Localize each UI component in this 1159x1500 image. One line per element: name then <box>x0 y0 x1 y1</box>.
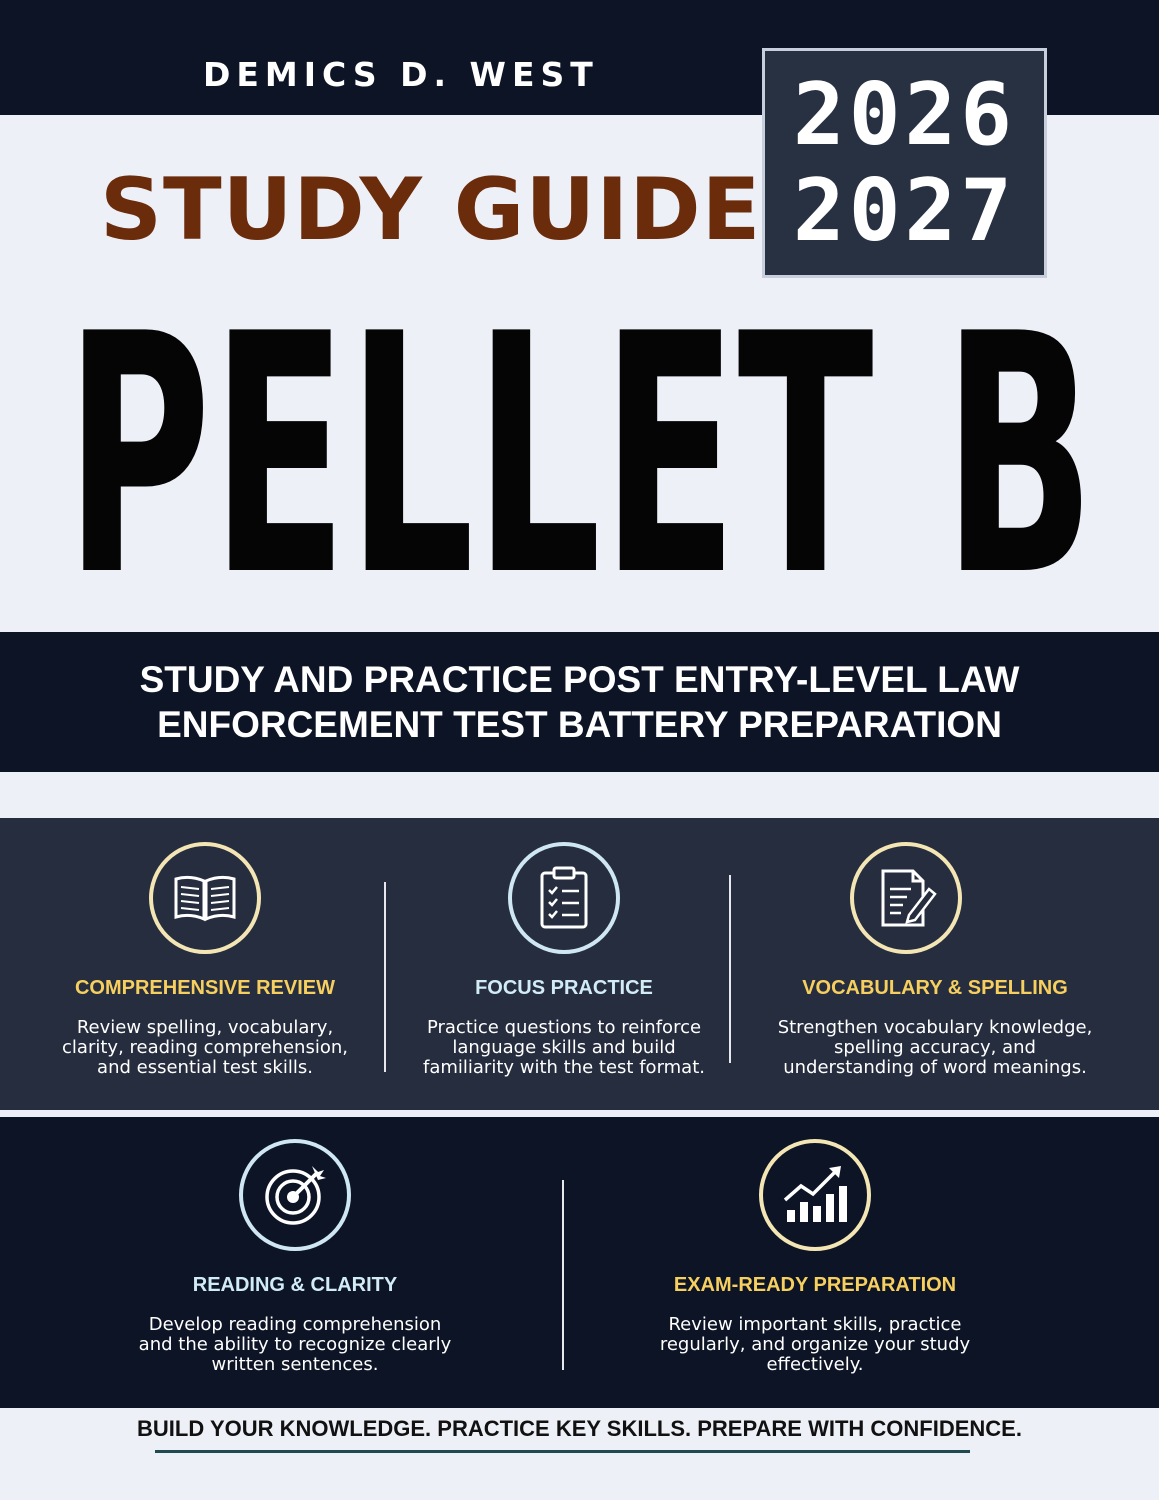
feature-reading-clarity <box>125 1139 465 1375</box>
feature-title: FOCUS PRACTICE <box>475 977 653 999</box>
book-title-graphic <box>60 320 1100 580</box>
feature-title: VOCABULARY & SPELLING <box>802 977 1068 999</box>
feature-description: Review spelling, vocabulary, clarity, reading comprehension, and essential test skills. <box>62 1017 348 1078</box>
subtitle-line-2: ENFORCEMENT TEST BATTERY PREPARATION <box>157 704 1002 745</box>
feature-focus-practice <box>413 842 715 1078</box>
subtitle-band <box>0 632 1159 772</box>
feature-title: COMPREHENSIVE REVIEW <box>74 977 336 999</box>
edition-year-start: 2026 <box>792 65 1017 165</box>
feature-description: Review important skills, practice regularly, and organize your study effectively. <box>659 1314 971 1375</box>
target-arrow-icon <box>239 1139 351 1251</box>
feature-divider <box>562 1180 564 1370</box>
study-guide-label: STUDY GUIDE <box>100 160 762 260</box>
feature-description: Practice questions to reinforce language skills and build familiarity with the test format. <box>422 1017 705 1078</box>
edition-year-end: 2027 <box>792 161 1017 261</box>
book-title-text: PELLET B <box>65 320 1095 580</box>
edition-year-box <box>762 48 1047 278</box>
author-name: DEMICS D. WEST <box>203 55 599 94</box>
feature-description: Strengthen vocabulary knowledge, spelling accuracy, and understanding of word meanings. <box>777 1017 1093 1078</box>
feature-vocabulary-spelling <box>760 842 1110 1078</box>
feature-title: EXAM-READY PREPARATION <box>673 1274 957 1296</box>
feature-divider <box>384 882 386 1072</box>
subtitle-line-1: STUDY AND PRACTICE POST ENTRY-LEVEL LAW <box>139 659 1020 700</box>
open-book-icon <box>149 842 261 954</box>
feature-description: Develop reading comprehension and the ability to recognize clearly written sentences. <box>138 1314 452 1375</box>
document-pen-icon <box>850 842 962 954</box>
feature-comprehensive-review <box>55 842 355 1078</box>
feature-divider <box>729 875 731 1063</box>
rising-bar-chart-icon <box>759 1139 871 1251</box>
feature-title: READING & CLARITY <box>192 1274 398 1296</box>
tagline: BUILD YOUR KNOWLEDGE. PRACTICE KEY SKILLS. PREPARE WITH CONFIDENCE. <box>137 1416 1022 1441</box>
book-title <box>60 320 1100 580</box>
feature-exam-ready-preparation <box>640 1139 990 1375</box>
tagline-underline <box>155 1450 970 1453</box>
clipboard-checklist-icon <box>508 842 620 954</box>
